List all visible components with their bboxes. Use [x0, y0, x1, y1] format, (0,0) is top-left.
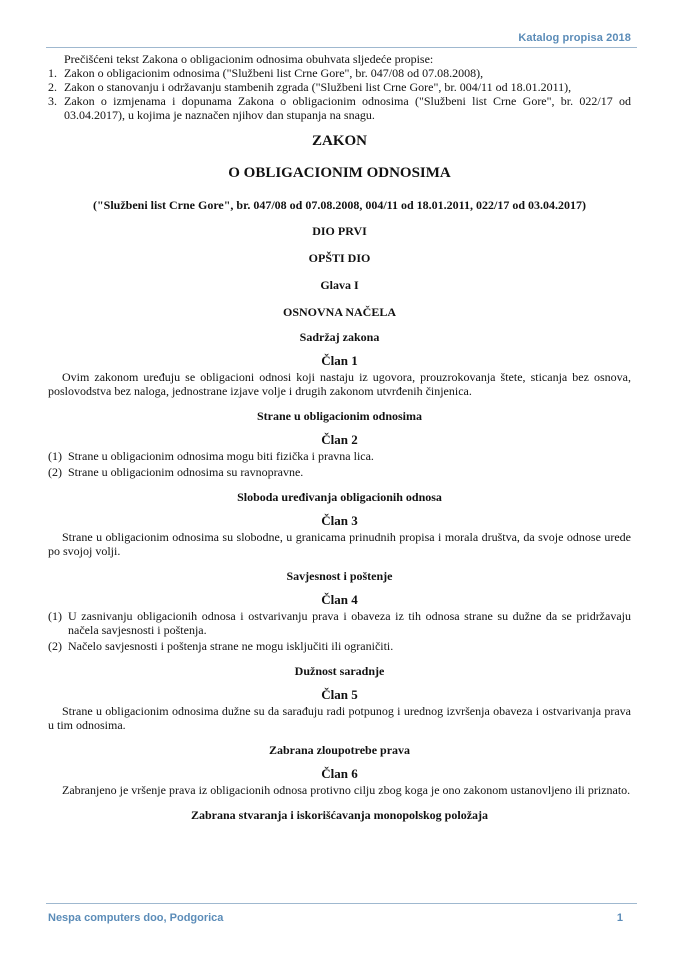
article-paragraph [48, 639, 631, 653]
article-text: Strane u obligacionim odnosima su slobodne, u granicama prinudnih propisa i morala društva, da svoje odnose urede po svojoj volji. [48, 530, 631, 558]
intro-item-text: Zakon o stanovanju i održavanju stambenih zgrada ("Službeni list Crne Gore", br. 004/11 od 18.01.2011), [64, 80, 572, 94]
document-body [48, 52, 631, 822]
law-title: ZAKON [311, 133, 367, 149]
article-heading: Zabrana zloupotrebe prava [268, 743, 411, 757]
article-heading: Dužnost saradnje [294, 664, 385, 678]
intro-item [48, 80, 631, 94]
paragraph-number: (1) [48, 609, 62, 623]
page-number: 1 [616, 912, 623, 924]
paragraph-text: Načelo savjesnosti i poštenja strane ne mogu isključiti ili ograničiti. [68, 639, 394, 653]
intro-lead: Prečišćeni tekst Zakona o obligacionim odnosima obuhvata sljedeće propise: [64, 52, 434, 66]
article-heading: Sloboda uređivanja obligacionih odnosa [237, 490, 442, 504]
article-paragraph [48, 449, 631, 463]
footer-divider [46, 903, 637, 904]
article-text: Strane u obligacionim odnosima dužne su da sarađuju radi potpunog i urednog izvršenja obaveza i ostvarivanja prava u tim odnosima. [48, 704, 631, 732]
intro-item [48, 66, 631, 80]
article-heading: Zabrana stvaranja i iskorišćavanja monopolskog položaja [190, 808, 489, 822]
header-divider [46, 47, 637, 48]
article-paragraph [48, 609, 631, 637]
paragraph-number: (1) [48, 449, 62, 463]
article-heading: Sadržaj zakona [299, 330, 380, 344]
intro-block [48, 52, 631, 122]
chapter-label: Glava I [320, 278, 359, 292]
paragraph-text: Strane u obligacionim odnosima mogu biti fizička i pravna lica. [68, 449, 374, 463]
part-label: DIO PRVI [312, 224, 367, 238]
article-heading: Savjesnost i poštenje [286, 569, 393, 583]
article-label: Član 4 [321, 592, 358, 607]
article-label: Član 2 [321, 432, 358, 447]
intro-item-number: 2. [48, 80, 57, 94]
article-label: Član 6 [321, 766, 358, 781]
paragraph-text: Strane u obligacionim odnosima su ravnopravne. [68, 465, 304, 479]
paragraph-number: (2) [48, 639, 62, 653]
footer-company: Nespa computers doo, Podgorica [48, 912, 224, 924]
part-name: OPŠTI DIO [308, 251, 371, 265]
gazette-reference: ("Službeni list Crne Gore", br. 047/08 od 07.08.2008, 004/11 od 18.01.2011, 022/17 od 03.04.2017) [92, 198, 587, 212]
law-subtitle: O OBLIGACIONIM ODNOSIMA [228, 165, 451, 181]
intro-item [48, 94, 631, 122]
intro-item-number: 3. [48, 94, 57, 108]
intro-item-text: Zakon o obligacionim odnosima ("Službeni list Crne Gore", br. 047/08 od 07.08.2008), [64, 66, 484, 80]
article-text: Zabranjeno je vršenje prava iz obligacionih odnosa protivno cilju zbog koga je ono zakonom ustanovljeno ili priznato. [62, 783, 631, 797]
article-label: Član 1 [321, 353, 358, 368]
article-label: Član 5 [321, 687, 358, 702]
article-heading: Strane u obligacionim odnosima [256, 409, 423, 423]
paragraph-text: U zasnivanju obligacionih odnosa i ostvarivanju prava i obaveza iz tih odnosa strane su dužne da se pridržavaju načela savjesnosti i poštenja. [68, 609, 631, 637]
intro-item-number: 1. [48, 66, 57, 80]
paragraph-number: (2) [48, 465, 62, 479]
header-title: Katalog propisa 2018 [518, 32, 631, 44]
article-text: Ovim zakonom uređuju se obligacioni odnosi koji nastaju iz ugovora, prouzrokovanja štete, sticanja bez osnova, poslovodstva bez naloga, jednostrane izjave volje i drugih zakonom utvrđenih činjenica. [48, 370, 631, 398]
chapter-name: OSNOVNA NAČELA [282, 305, 396, 319]
article-paragraph [48, 465, 631, 479]
article-label: Član 3 [321, 513, 358, 528]
intro-item-text: Zakon o izmjenama i dopunama Zakona o obligacionim odnosima ("Službeni list Crne Gore", br. 022/17 od 03.04.2017), u kojima je naznačen njihov dan stupanja na snagu. [64, 94, 631, 122]
